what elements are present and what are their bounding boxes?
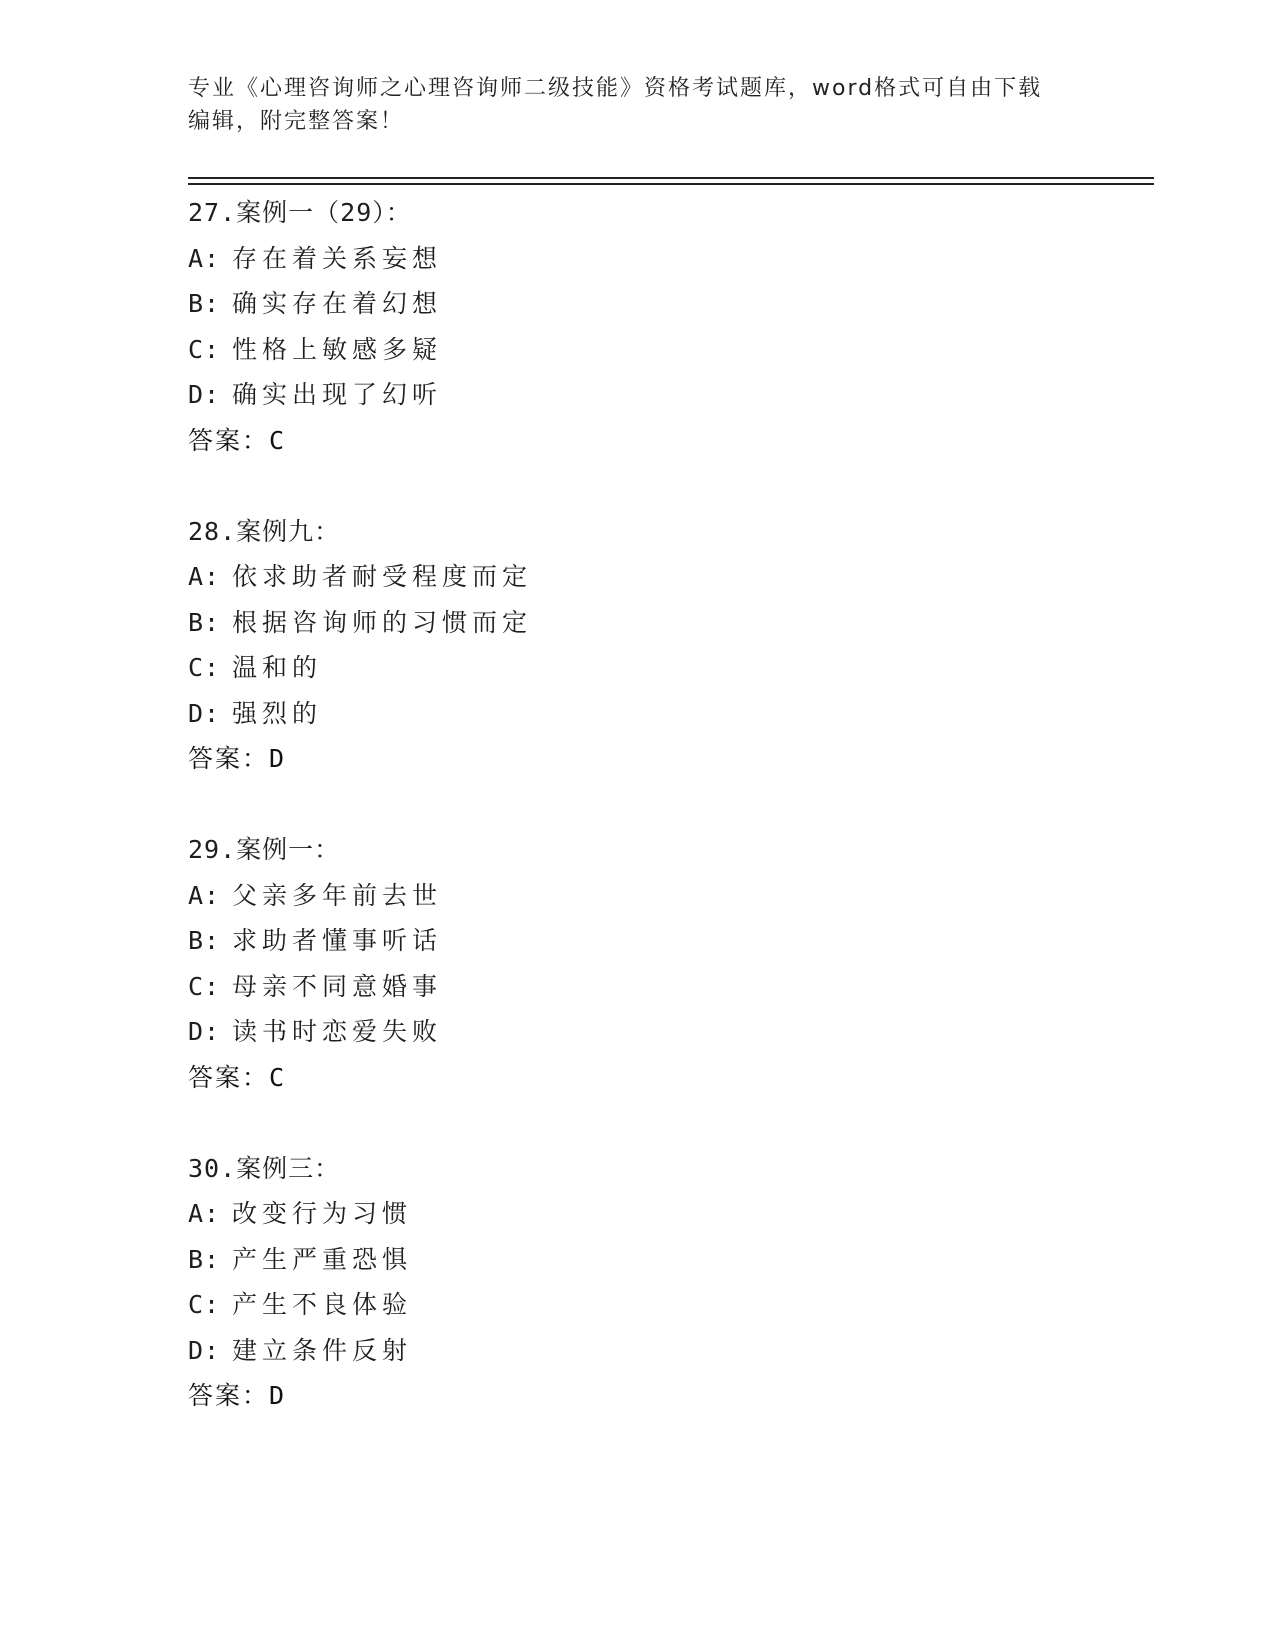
option-letter: A: — [188, 562, 221, 591]
question-spacer — [188, 463, 1148, 509]
option-a — [188, 1191, 1148, 1237]
answer-label: 答案： — [188, 425, 270, 455]
question-list — [188, 190, 1148, 1419]
option-text: 母亲不同意婚事 — [232, 971, 443, 1001]
option-text: 改变行为习惯 — [232, 1199, 413, 1228]
option-b — [188, 918, 1148, 964]
option-b — [188, 1237, 1148, 1283]
option-letter: C: — [188, 1290, 221, 1319]
option-text: 父亲多年前去世 — [232, 880, 443, 910]
answer-line — [188, 736, 1148, 782]
option-c — [188, 964, 1148, 1010]
option-a — [188, 236, 1148, 282]
option-c — [188, 645, 1148, 691]
header-divider-top — [188, 177, 1154, 179]
option-text: 性格上敏感多疑 — [232, 334, 443, 364]
answer-value: C — [269, 425, 287, 455]
document-header — [188, 72, 1088, 138]
option-letter: B: — [188, 289, 221, 318]
option-text: 产生严重恐惧 — [232, 1244, 413, 1274]
option-d — [188, 1009, 1148, 1055]
option-text: 根据咨询师的习惯而定 — [232, 607, 533, 637]
option-d — [188, 691, 1148, 737]
question-item — [188, 509, 1148, 828]
option-text: 读书时恋爱失败 — [232, 1017, 443, 1046]
option-b — [188, 281, 1148, 327]
option-letter: B: — [188, 926, 221, 955]
option-letter: D: — [188, 1335, 221, 1365]
option-letter: C: — [188, 971, 221, 1001]
answer-line — [188, 418, 1148, 464]
question-spacer — [188, 782, 1148, 828]
answer-label: 答案： — [188, 1062, 270, 1092]
question-spacer — [188, 1100, 1148, 1146]
option-letter: A: — [188, 1199, 221, 1228]
question-item — [188, 190, 1148, 509]
question-title: 28.案例九： — [188, 516, 341, 546]
answer-label: 答案： — [188, 1381, 270, 1410]
option-c — [188, 1282, 1148, 1328]
header-divider-bottom — [188, 183, 1154, 185]
option-text: 建立条件反射 — [232, 1335, 413, 1365]
question-title: 27.案例一（29）： — [188, 198, 412, 227]
option-text: 求助者懂事听话 — [232, 926, 443, 955]
option-text: 依求助者耐受程度而定 — [232, 562, 533, 591]
answer-value: D — [269, 744, 287, 773]
answer-value: C — [269, 1062, 287, 1092]
question-title: 29.案例一： — [188, 835, 341, 864]
header-line-1: 专业《心理咨询师之心理咨询师二级技能》资格考试题库，word格式可自由下载 — [188, 76, 1043, 101]
option-a — [188, 873, 1148, 919]
option-letter: B: — [188, 607, 221, 637]
header-line-2: 编辑，附完整答案！ — [188, 109, 405, 134]
option-letter: D: — [188, 380, 221, 409]
option-text: 温和的 — [232, 653, 323, 682]
option-letter: A: — [188, 880, 221, 910]
option-letter: D: — [188, 1017, 221, 1046]
option-letter: C: — [188, 653, 221, 682]
option-a — [188, 554, 1148, 600]
option-text: 确实出现了幻听 — [232, 380, 443, 409]
question-item — [188, 827, 1148, 1146]
option-text: 强烈的 — [232, 698, 323, 728]
option-c — [188, 327, 1148, 373]
option-letter: A: — [188, 243, 221, 273]
option-b — [188, 600, 1148, 646]
option-text: 确实存在着幻想 — [232, 289, 443, 318]
option-letter: B: — [188, 1244, 221, 1274]
option-d — [188, 1328, 1148, 1374]
question-item — [188, 1146, 1148, 1419]
option-text: 产生不良体验 — [232, 1290, 413, 1319]
answer-line — [188, 1373, 1148, 1419]
option-letter: D: — [188, 698, 221, 728]
answer-value: D — [269, 1381, 287, 1410]
question-title: 30.案例三： — [188, 1153, 341, 1183]
option-text: 存在着关系妄想 — [232, 243, 443, 273]
option-d — [188, 372, 1148, 418]
answer-line — [188, 1055, 1148, 1101]
option-letter: C: — [188, 334, 221, 364]
answer-label: 答案： — [188, 744, 270, 773]
